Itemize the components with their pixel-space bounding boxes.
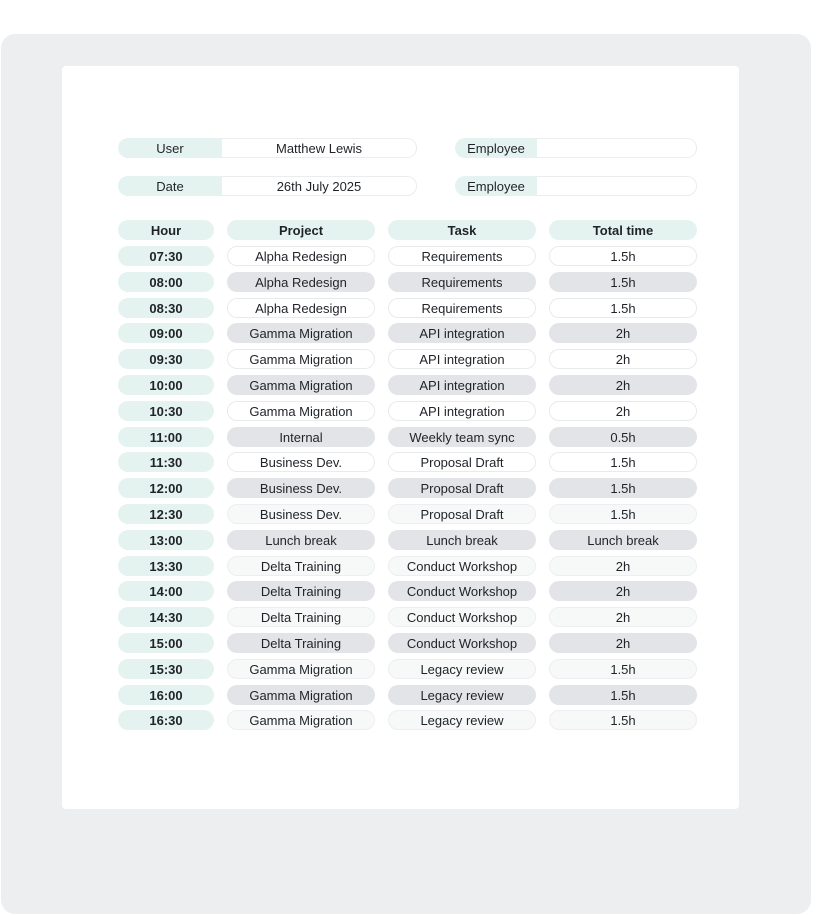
total-time-cell: 1.5h (549, 298, 697, 318)
timesheet-document (62, 66, 739, 809)
user-label: User (118, 138, 222, 158)
task-cell: Conduct Workshop (388, 607, 536, 627)
header-hour: Hour (118, 220, 214, 240)
total-time-cell: 1.5h (549, 246, 697, 266)
employee-value-2 (537, 176, 697, 196)
hour-cell: 11:00 (118, 427, 214, 447)
project-cell: Delta Training (227, 607, 375, 627)
employee-label-1: Employee (455, 138, 537, 158)
project-cell: Alpha Redesign (227, 298, 375, 318)
task-cell: Requirements (388, 298, 536, 318)
header-task: Task (388, 220, 536, 240)
hour-cell: 09:00 (118, 323, 214, 343)
total-time-cell: 1.5h (549, 659, 697, 679)
hour-cell: 14:30 (118, 607, 214, 627)
task-cell: API integration (388, 349, 536, 369)
task-cell: Proposal Draft (388, 504, 536, 524)
project-cell: Delta Training (227, 556, 375, 576)
hour-cell: 16:00 (118, 685, 214, 705)
project-cell: Gamma Migration (227, 401, 375, 421)
header-project: Project (227, 220, 375, 240)
task-cell: API integration (388, 401, 536, 421)
hour-cell: 13:00 (118, 530, 214, 550)
header-total-time: Total time (549, 220, 697, 240)
task-cell: Conduct Workshop (388, 581, 536, 601)
hour-cell: 10:30 (118, 401, 214, 421)
date-value: 26th July 2025 (222, 176, 417, 196)
user-value: Matthew Lewis (222, 138, 417, 158)
project-cell: Alpha Redesign (227, 272, 375, 292)
total-time-cell: 1.5h (549, 452, 697, 472)
employee-label-2: Employee (455, 176, 537, 196)
total-time-cell: 2h (549, 401, 697, 421)
hour-cell: 13:30 (118, 556, 214, 576)
hour-cell: 10:00 (118, 375, 214, 395)
project-cell: Alpha Redesign (227, 246, 375, 266)
task-cell: Proposal Draft (388, 452, 536, 472)
hour-cell: 11:30 (118, 452, 214, 472)
total-time-cell: 2h (549, 323, 697, 343)
task-cell: Requirements (388, 246, 536, 266)
project-cell: Business Dev. (227, 504, 375, 524)
hour-cell: 15:30 (118, 659, 214, 679)
project-cell: Gamma Migration (227, 710, 375, 730)
project-cell: Gamma Migration (227, 349, 375, 369)
hour-cell: 15:00 (118, 633, 214, 653)
project-cell: Gamma Migration (227, 685, 375, 705)
total-time-cell: 2h (549, 375, 697, 395)
task-cell: Requirements (388, 272, 536, 292)
hour-cell: 08:30 (118, 298, 214, 318)
date-label: Date (118, 176, 222, 196)
total-time-cell: 2h (549, 349, 697, 369)
total-time-cell: 2h (549, 607, 697, 627)
total-time-cell: 1.5h (549, 710, 697, 730)
task-cell: API integration (388, 375, 536, 395)
total-time-cell: Lunch break (549, 530, 697, 550)
project-cell: Lunch break (227, 530, 375, 550)
total-time-cell: 2h (549, 581, 697, 601)
project-cell: Gamma Migration (227, 375, 375, 395)
employee-value-1 (537, 138, 697, 158)
hour-cell: 16:30 (118, 710, 214, 730)
task-cell: Conduct Workshop (388, 633, 536, 653)
project-cell: Gamma Migration (227, 659, 375, 679)
task-cell: Legacy review (388, 659, 536, 679)
project-cell: Internal (227, 427, 375, 447)
project-cell: Business Dev. (227, 452, 375, 472)
hour-cell: 07:30 (118, 246, 214, 266)
task-cell: Legacy review (388, 710, 536, 730)
hour-cell: 14:00 (118, 581, 214, 601)
task-cell: Lunch break (388, 530, 536, 550)
task-cell: Weekly team sync (388, 427, 536, 447)
hour-cell: 12:00 (118, 478, 214, 498)
total-time-cell: 1.5h (549, 685, 697, 705)
project-cell: Gamma Migration (227, 323, 375, 343)
task-cell: API integration (388, 323, 536, 343)
total-time-cell: 2h (549, 633, 697, 653)
total-time-cell: 1.5h (549, 478, 697, 498)
total-time-cell: 0.5h (549, 427, 697, 447)
total-time-cell: 1.5h (549, 272, 697, 292)
hour-cell: 08:00 (118, 272, 214, 292)
project-cell: Delta Training (227, 581, 375, 601)
project-cell: Business Dev. (227, 478, 375, 498)
project-cell: Delta Training (227, 633, 375, 653)
total-time-cell: 2h (549, 556, 697, 576)
task-cell: Proposal Draft (388, 478, 536, 498)
total-time-cell: 1.5h (549, 504, 697, 524)
hour-cell: 09:30 (118, 349, 214, 369)
hour-cell: 12:30 (118, 504, 214, 524)
task-cell: Legacy review (388, 685, 536, 705)
task-cell: Conduct Workshop (388, 556, 536, 576)
